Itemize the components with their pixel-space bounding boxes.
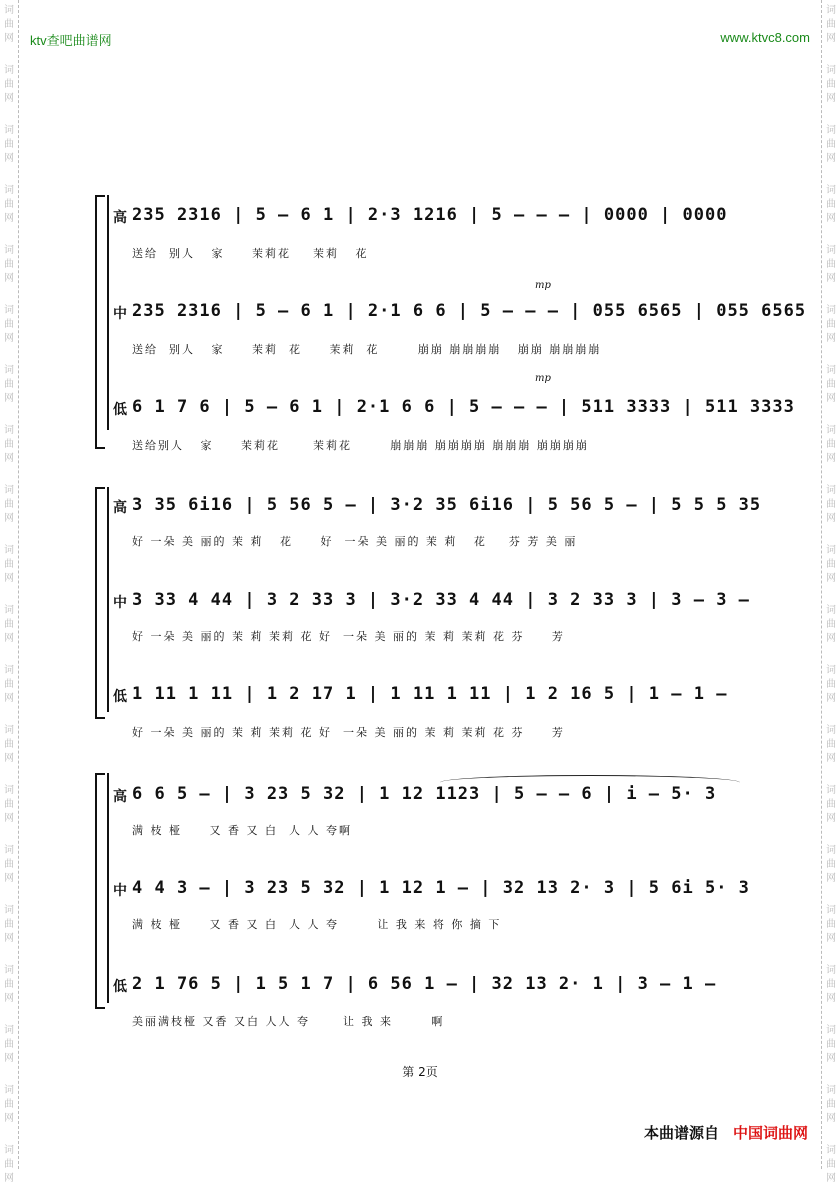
watermark-glyph: 网 xyxy=(826,813,836,824)
voice-label-high: 高 xyxy=(113,500,127,516)
watermark-glyph: 曲 xyxy=(4,439,14,450)
watermark-glyph: 词 xyxy=(826,785,836,796)
watermark-glyph: 网 xyxy=(826,93,836,104)
watermark-glyph: 曲 xyxy=(826,559,836,570)
footer-source xyxy=(644,1122,808,1143)
watermark-glyph: 词 xyxy=(4,845,14,856)
watermark-glyph: 词 xyxy=(826,305,836,316)
watermark-glyph: 曲 xyxy=(826,619,836,630)
watermark-glyph: 词 xyxy=(4,5,14,16)
watermark-glyph: 网 xyxy=(826,933,836,944)
right-watermark-strip xyxy=(821,0,840,1184)
watermark-glyph: 曲 xyxy=(826,1039,836,1050)
score-system-2 xyxy=(95,487,762,757)
watermark-glyph: 曲 xyxy=(826,859,836,870)
watermark-glyph: 网 xyxy=(4,633,14,644)
watermark-glyph: 词 xyxy=(826,905,836,916)
watermark-glyph: 词 xyxy=(4,185,14,196)
watermark-glyph: 网 xyxy=(4,693,14,704)
watermark-glyph: 曲 xyxy=(4,619,14,630)
watermark-glyph: 网 xyxy=(826,153,836,164)
footer-source-label: 本曲谱源自 xyxy=(643,1124,719,1142)
watermark-glyph: 曲 xyxy=(826,499,836,510)
left-watermark-strip xyxy=(0,0,19,1184)
watermark-glyph: 词 xyxy=(826,5,836,16)
low-lyrics: 好 一朵 美 丽的 茉 莉 茉莉 花 好 一朵 美 丽的 茉 莉 茉莉 花 芬 芳 xyxy=(132,726,565,739)
watermark-glyph: 网 xyxy=(826,213,836,224)
dynamic-marking: mp xyxy=(535,280,551,291)
watermark-glyph: 曲 xyxy=(826,199,836,210)
watermark-glyph: 曲 xyxy=(4,199,14,210)
watermark-glyph: 曲 xyxy=(826,739,836,750)
watermark-glyph: 网 xyxy=(826,993,836,1004)
watermark-glyph: 网 xyxy=(4,273,14,284)
watermark-glyph: 词 xyxy=(826,665,836,676)
watermark-glyph: 网 xyxy=(826,1053,836,1064)
high-notes: 3 35 6i16 | 5 56 5 – | 3·2 35 6i16 | 5 56 5 – | 5 5 5 35 xyxy=(132,495,762,515)
header-left-site[interactable]: ktv查吧曲谱网 xyxy=(30,33,112,48)
low-notes: 1 11 1 11 | 1 2 17 1 | 1 11 1 11 | 1 2 16 5 | 1 – 1 – xyxy=(132,684,728,704)
watermark-glyph: 曲 xyxy=(826,379,836,390)
page-number: 第 2页 xyxy=(402,1065,438,1079)
mid-lyrics: 好 一朵 美 丽的 茉 莉 茉莉 花 好 一朵 美 丽的 茉 莉 茉莉 花 芬 芳 xyxy=(132,630,565,643)
watermark-glyph: 词 xyxy=(4,905,14,916)
low-lyrics: 送给别人 家 茉莉花 茉莉花 崩崩崩 崩崩崩崩 崩崩崩 崩崩崩崩 xyxy=(132,439,589,452)
watermark-glyph: 词 xyxy=(826,485,836,496)
watermark-glyph: 网 xyxy=(4,933,14,944)
watermark-glyph: 曲 xyxy=(4,1159,14,1170)
watermark-glyph: 曲 xyxy=(4,979,14,990)
watermark-glyph: 网 xyxy=(4,1173,14,1184)
watermark-glyph: 词 xyxy=(826,605,836,616)
high-notes: 235 2316 | 5 – 6 1 | 2·3 1216 | 5 – – – | 0000 | 0000 xyxy=(132,205,728,225)
watermark-glyph: 词 xyxy=(826,1145,836,1156)
watermark-glyph: 曲 xyxy=(826,979,836,990)
watermark-glyph: 词 xyxy=(4,1085,14,1096)
watermark-glyph: 曲 xyxy=(4,19,14,30)
watermark-glyph: 网 xyxy=(826,453,836,464)
voice-label-mid: 中 xyxy=(113,883,127,899)
watermark-glyph: 词 xyxy=(826,725,836,736)
watermark-glyph: 网 xyxy=(4,513,14,524)
watermark-glyph: 曲 xyxy=(4,559,14,570)
watermark-glyph: 词 xyxy=(826,65,836,76)
mid-lyrics: 满 枝 桠 又 香 又 白 人 人 夸 让 我 来 将 你 摘 下 xyxy=(132,918,502,931)
watermark-glyph: 词 xyxy=(4,125,14,136)
watermark-glyph: 网 xyxy=(4,153,14,164)
watermark-glyph: 词 xyxy=(826,545,836,556)
watermark-glyph: 词 xyxy=(826,1085,836,1096)
watermark-glyph: 曲 xyxy=(4,679,14,690)
high-lyrics: 满 枝 桠 又 香 又 白 人 人 夸啊 xyxy=(132,824,352,837)
watermark-glyph: 曲 xyxy=(826,79,836,90)
watermark-glyph: 词 xyxy=(4,1025,14,1036)
watermark-glyph: 曲 xyxy=(4,1099,14,1110)
high-lyrics: 好 一朵 美 丽的 茉 莉 花 好 一朵 美 丽的 茉 莉 花 芬 芳 美 丽 xyxy=(132,535,578,548)
voice-label-low: 低 xyxy=(113,979,127,995)
watermark-glyph: 曲 xyxy=(826,139,836,150)
watermark-glyph: 曲 xyxy=(826,799,836,810)
watermark-glyph: 网 xyxy=(4,1113,14,1124)
mid-notes: 3 33 4 44 | 3 2 33 3 | 3·2 33 4 44 | 3 2 33 3 | 3 – 3 – xyxy=(132,590,750,610)
watermark-glyph: 词 xyxy=(826,425,836,436)
watermark-glyph: 词 xyxy=(4,1145,14,1156)
watermark-glyph: 曲 xyxy=(4,259,14,270)
score-system-1 xyxy=(95,195,807,465)
system-barline xyxy=(107,773,109,1003)
watermark-glyph: 网 xyxy=(4,333,14,344)
score-system-3 xyxy=(95,773,755,1043)
voice-label-high: 高 xyxy=(113,789,127,805)
watermark-glyph: 词 xyxy=(826,1025,836,1036)
high-lyrics: 送给 别人 家 茉莉花 茉莉 花 xyxy=(132,247,369,260)
low-notes: 6 1 7 6 | 5 – 6 1 | 2·1 6 6 | 5 – – – | 511 3333 | 511 3333 xyxy=(132,397,795,417)
watermark-glyph: 词 xyxy=(826,185,836,196)
watermark-glyph: 网 xyxy=(826,873,836,884)
watermark-glyph: 曲 xyxy=(826,1099,836,1110)
watermark-glyph: 词 xyxy=(4,785,14,796)
header-right-url[interactable]: www.ktvc8.com xyxy=(720,30,810,45)
watermark-glyph: 词 xyxy=(4,545,14,556)
system-brace xyxy=(95,773,105,1009)
watermark-glyph: 词 xyxy=(4,425,14,436)
low-lyrics: 美丽满枝桠 又香 又白 人人 夸 让 我 来 啊 xyxy=(132,1015,445,1028)
watermark-glyph: 词 xyxy=(4,485,14,496)
watermark-glyph: 曲 xyxy=(4,499,14,510)
watermark-glyph: 词 xyxy=(4,725,14,736)
watermark-glyph: 网 xyxy=(4,393,14,404)
voice-label-low: 低 xyxy=(113,402,127,418)
watermark-glyph: 词 xyxy=(4,965,14,976)
mid-notes: 235 2316 | 5 – 6 1 | 2·1 6 6 | 5 – – – | 055 6565 | 055 6565 xyxy=(132,301,807,321)
watermark-glyph: 网 xyxy=(4,93,14,104)
watermark-glyph: 词 xyxy=(826,245,836,256)
low-notes: 2 1 76 5 | 1 5 1 7 | 6 56 1 – | 32 13 2· 1 | 3 – 1 – xyxy=(132,974,717,994)
watermark-glyph: 网 xyxy=(826,393,836,404)
watermark-glyph: 曲 xyxy=(4,139,14,150)
watermark-glyph: 网 xyxy=(826,513,836,524)
system-brace xyxy=(95,487,105,719)
system-barline xyxy=(107,195,109,430)
watermark-glyph: 曲 xyxy=(4,79,14,90)
mid-notes: 4 4 3 – | 3 23 5 32 | 1 12 1 – | 32 13 2· 3 | 5 6i 5· 3 xyxy=(132,878,750,898)
watermark-glyph: 词 xyxy=(4,665,14,676)
watermark-glyph: 词 xyxy=(4,245,14,256)
watermark-glyph: 曲 xyxy=(826,259,836,270)
watermark-glyph: 曲 xyxy=(4,919,14,930)
watermark-glyph: 曲 xyxy=(4,379,14,390)
watermark-glyph: 网 xyxy=(4,993,14,1004)
watermark-glyph: 词 xyxy=(826,965,836,976)
high-notes: 6 6 5 – | 3 23 5 32 | 1 12 1123 | 5 – – 6 | i – 5· 3 xyxy=(132,784,717,804)
watermark-glyph: 网 xyxy=(4,573,14,584)
watermark-glyph: 词 xyxy=(4,65,14,76)
dynamic-marking: mp xyxy=(535,373,551,384)
voice-label-high: 高 xyxy=(113,210,127,226)
watermark-glyph: 网 xyxy=(826,693,836,704)
watermark-glyph: 词 xyxy=(4,305,14,316)
voice-label-mid: 中 xyxy=(113,595,127,611)
watermark-glyph: 网 xyxy=(826,1113,836,1124)
voice-label-low: 低 xyxy=(113,689,127,705)
watermark-glyph: 网 xyxy=(4,1053,14,1064)
watermark-glyph: 网 xyxy=(826,1173,836,1184)
watermark-glyph: 曲 xyxy=(4,319,14,330)
watermark-glyph: 网 xyxy=(826,273,836,284)
watermark-glyph: 词 xyxy=(826,365,836,376)
watermark-glyph: 曲 xyxy=(826,439,836,450)
watermark-glyph: 网 xyxy=(4,33,14,44)
watermark-glyph: 曲 xyxy=(4,1039,14,1050)
watermark-glyph: 曲 xyxy=(4,739,14,750)
watermark-glyph: 词 xyxy=(826,125,836,136)
watermark-glyph: 词 xyxy=(4,605,14,616)
watermark-glyph: 词 xyxy=(4,365,14,376)
watermark-glyph: 网 xyxy=(826,573,836,584)
mid-lyrics: 送给 别人 家 茉莉 花 茉莉 花 崩崩 崩崩崩崩 崩崩 崩崩崩崩 xyxy=(132,343,602,356)
watermark-glyph: 网 xyxy=(826,33,836,44)
system-brace xyxy=(95,195,105,449)
watermark-glyph: 曲 xyxy=(826,19,836,30)
watermark-glyph: 曲 xyxy=(826,319,836,330)
watermark-glyph: 词 xyxy=(826,845,836,856)
watermark-glyph: 网 xyxy=(826,753,836,764)
watermark-glyph: 网 xyxy=(4,873,14,884)
watermark-glyph: 曲 xyxy=(826,679,836,690)
watermark-glyph: 网 xyxy=(826,333,836,344)
watermark-glyph: 网 xyxy=(826,633,836,644)
watermark-glyph: 网 xyxy=(4,813,14,824)
watermark-glyph: 曲 xyxy=(826,1159,836,1170)
system-barline xyxy=(107,487,109,712)
watermark-glyph: 曲 xyxy=(826,919,836,930)
watermark-glyph: 网 xyxy=(4,453,14,464)
watermark-glyph: 曲 xyxy=(4,799,14,810)
voice-label-mid: 中 xyxy=(113,306,127,322)
footer-site-link[interactable]: 中国词曲网 xyxy=(732,1124,808,1142)
watermark-glyph: 网 xyxy=(4,213,14,224)
watermark-glyph: 曲 xyxy=(4,859,14,870)
watermark-glyph: 网 xyxy=(4,753,14,764)
